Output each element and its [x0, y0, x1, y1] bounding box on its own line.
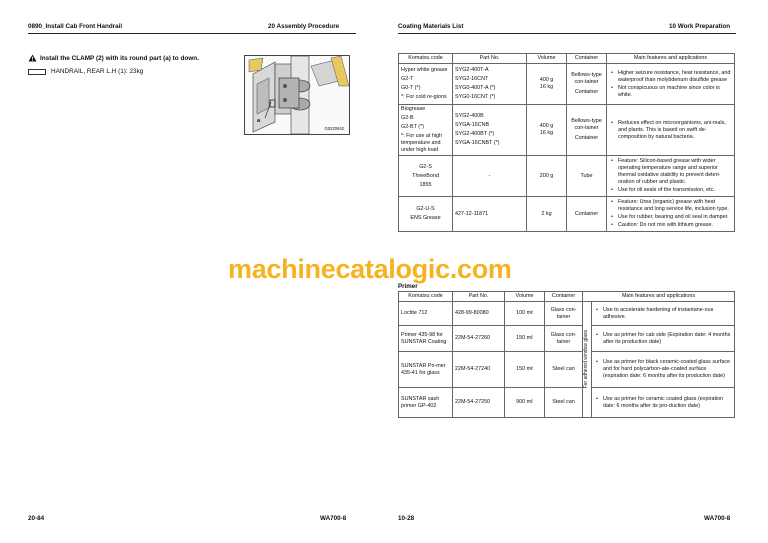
cell-text: G2-U-S [416, 206, 435, 213]
col-features: Main features and applications [607, 54, 735, 64]
cell-part: - [453, 156, 527, 197]
cell-text: Bellows-type con-tainer [571, 72, 602, 86]
cell-text: G0-T (*) [401, 85, 421, 92]
table-row [399, 197, 735, 232]
cell-text: Biogrease [401, 106, 426, 113]
watermark: machinecatalogic.com [228, 254, 512, 284]
feature-item: • Use for rubber, bearing and oil seal in damper. [609, 214, 732, 221]
table-row [399, 64, 735, 105]
cell-volume: 200 g [527, 156, 567, 197]
cell-part: 22M-54-27250 [453, 388, 505, 418]
right-header-rule [398, 33, 736, 34]
cell-text: Hyper white grease [401, 67, 448, 74]
cell-text: ENS Grease [410, 215, 441, 222]
cell-code [399, 197, 453, 232]
cell-code: Primer 435-98 for SUNSTAR Coating [399, 326, 453, 352]
cell-container: Container [567, 197, 607, 232]
cell-text: 400 g [539, 123, 554, 130]
cell-features [607, 156, 735, 197]
cell-text: SYG0-400T-A (*) [455, 85, 496, 92]
cell-code: Loctite 712 [399, 302, 453, 326]
cell-text: G2-S [419, 163, 432, 170]
clamp-figure [244, 55, 350, 135]
cell-volume [527, 105, 567, 156]
cell-features [607, 105, 735, 156]
clamp-illustration [245, 56, 350, 135]
part-text: HANDRAIL, REAR L.H (1): 23kg [51, 68, 144, 75]
cell-container: Glass con-tainer [545, 302, 583, 326]
left-footer-page: 20-84 [28, 515, 45, 522]
cell-text: SYG2-16CNT [455, 76, 489, 83]
grease-table [398, 53, 735, 232]
table-row [399, 156, 735, 197]
col-features: Main features and applications [583, 292, 735, 302]
table-row [399, 326, 735, 352]
cell-code [399, 64, 453, 105]
primer-title: Primer [398, 283, 418, 290]
cell-code [399, 105, 453, 156]
cell-text: G2-BT (*) [401, 124, 424, 131]
left-footer-model: WA700-8 [320, 515, 347, 522]
cell-features [592, 352, 735, 388]
cell-text: 1855 [419, 181, 432, 188]
cell-container: Tube [567, 156, 607, 197]
cell-text: *: For use at high temperature and under high load [401, 133, 443, 154]
right-header-section: 10 Work Preparation [669, 23, 731, 30]
table-row [399, 352, 735, 388]
cell-text: Container [574, 135, 599, 142]
cell-code: SUNSTAR Pri-mer 435-41 for glass [399, 352, 453, 388]
cell-text: *: For cold re-gions [401, 94, 447, 101]
cell-text: 400 g [539, 77, 554, 84]
cell-features [607, 64, 735, 105]
cell-container [567, 64, 607, 105]
left-header-title: 0890_Install Cab Front Handrail [28, 23, 123, 30]
feature-item: • Reduces effect on microorganisms, ani-mals, and plants. This is based on swift de-composition by natural bacteria. [609, 120, 732, 141]
cell-volume: 150 mℓ [505, 326, 545, 352]
cell-text: SYG2-400B [455, 113, 484, 120]
part-icon [28, 69, 46, 75]
cell-text: G2-T [401, 76, 414, 83]
col-part-no: Part No. [453, 292, 505, 302]
cell-code: SUNSTAR sash primer GP-402 [399, 388, 453, 418]
col-container: Container [545, 292, 583, 302]
figure-label-a: a [257, 118, 261, 124]
table-row [399, 302, 735, 326]
cell-text: 16 kg [539, 84, 554, 91]
col-komatsu-code: Komatsu code [399, 54, 453, 64]
left-header-rule [28, 33, 356, 34]
col-komatsu-code: Komatsu code [399, 292, 453, 302]
feature-item: • Use as primer for ceramic coated glass (expiration date: 6 months after its pro-duction date) [594, 396, 732, 410]
figure-code: G0220642 [324, 126, 344, 131]
warning-icon [28, 54, 37, 62]
feature-item: • Use to accelerate hardening of instantane-ous adhesive. [594, 307, 732, 321]
cell-part: 427-12-11871 [453, 197, 527, 232]
part-line [28, 68, 143, 75]
step-instruction [28, 54, 199, 62]
cell-text: SYG2-400T-A [455, 67, 489, 74]
cell-container: Glass con-tainer [545, 326, 583, 352]
cell-text: G2-B [401, 115, 414, 122]
left-header-section: 20 Assembly Procedure [268, 23, 340, 30]
cell-text: ThreeBond [412, 172, 439, 179]
cell-text: SYG0-16CNT (*) [455, 94, 496, 101]
table-row [399, 105, 735, 156]
right-footer-page: 10-28 [398, 515, 415, 522]
col-volume: Volume [527, 54, 567, 64]
cell-text: SYGA-16CNBT (*) [455, 140, 500, 147]
feature-item: • Feature: Urea (organic) grease with heat resistance and long service life, inclusion type. [609, 199, 732, 213]
cell-code [399, 156, 453, 197]
col-volume: Volume [505, 292, 545, 302]
table-row [399, 388, 735, 418]
cell-container: Steel can [545, 352, 583, 388]
feature-item: • Use as primer for black ceramic-coated glass surface and for hard polycarbon-ate-coated surface (expiration date: 6 months after its production date) [594, 359, 732, 380]
cell-volume: 2 kg [527, 197, 567, 232]
cell-text: SYG2-400BT (*) [455, 131, 495, 138]
right-footer-model: WA700-8 [704, 515, 731, 522]
feature-item: • Use for oil seals of the transmission, etc. [609, 187, 732, 194]
primer-table [398, 291, 735, 418]
cell-part: 22M-54-27260 [453, 326, 505, 352]
cell-part [453, 64, 527, 105]
feature-item: • Higher seizure resistance, heat resistance, and waterproof than molybdenum disulfide grease [609, 70, 732, 84]
cell-features [592, 388, 735, 418]
cell-part: 428-99-80080 [453, 302, 505, 326]
feature-item: • Use as primer for cab side (Expiration date: 4 months after its production date) [594, 332, 732, 346]
feature-item: • Caution: Do not mix with lithium grease. [609, 222, 732, 229]
cell-volume [527, 64, 567, 105]
col-container: Container [567, 54, 607, 64]
cell-text: Bellows-type con-tainer [571, 118, 602, 132]
cell-part [453, 105, 527, 156]
cell-volume: 900 mℓ [505, 388, 545, 418]
grease-table-header [399, 54, 735, 64]
right-header-title: Coating Materials List [398, 23, 464, 30]
cell-features [607, 197, 735, 232]
cell-text: Container [574, 89, 599, 96]
primer-table-header [399, 292, 735, 302]
cell-text: 16 kg [539, 130, 554, 137]
feature-item: • Feature: Silicon-based grease with wider operating temperature range and superior thermal oxidative stability to prevent deteri-oration of rubber and plastic. [609, 158, 732, 186]
cell-features [592, 326, 735, 352]
cell-features [592, 302, 735, 326]
cell-part: 22M-54-27240 [453, 352, 505, 388]
cell-container [567, 105, 607, 156]
vertical-label: For adhered window glass [583, 330, 589, 389]
cell-container: Steel can [545, 388, 583, 418]
cell-text: SYGA-16CNB [455, 122, 490, 129]
col-part-no: Part No. [453, 54, 527, 64]
step-text: Install the CLAMP (2) with its round part (a) to down. [40, 54, 199, 62]
cell-volume: 150 mℓ [505, 352, 545, 388]
cell-vertical-label [583, 302, 592, 418]
feature-item: • Not conspicuous on machine since color is white. [609, 85, 732, 99]
cell-volume: 100 mℓ [505, 302, 545, 326]
